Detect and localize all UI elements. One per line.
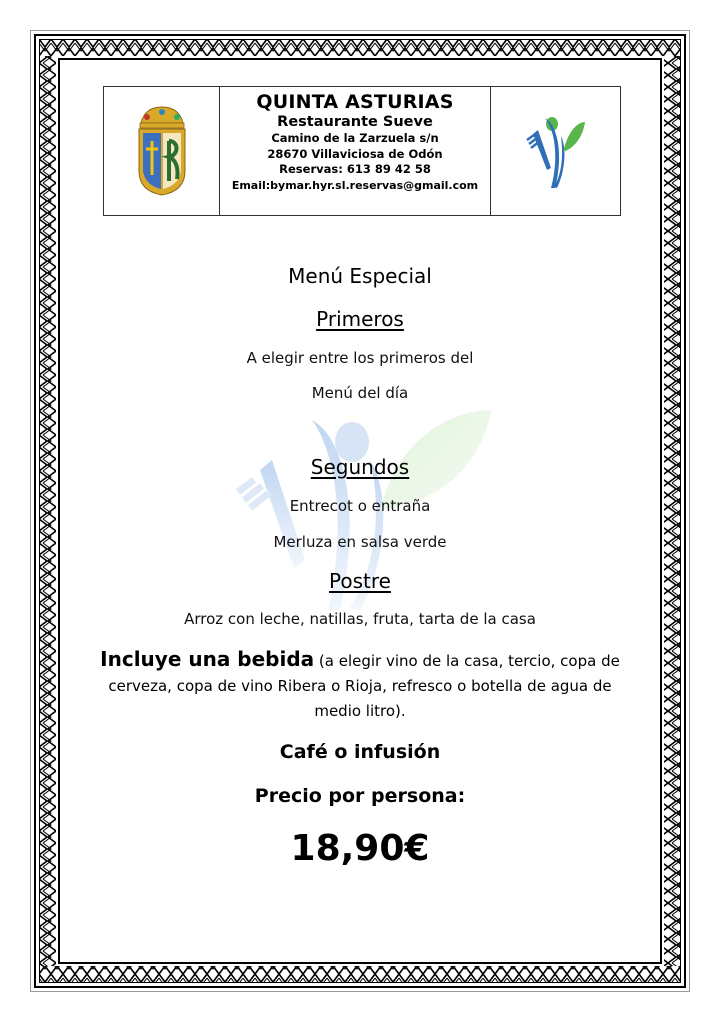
- primeros-line: Menú del día: [311, 384, 409, 402]
- menu-title: Menú Especial: [288, 264, 432, 288]
- postre-line: Arroz con leche, natillas, fruta, tarta de la casa: [184, 610, 536, 628]
- bebida-paragraph: [60, 647, 660, 724]
- segundos-line: Merluza en salsa verde: [273, 533, 447, 551]
- business-name: QUINTA ASTURIAS: [256, 91, 454, 113]
- bebida-detail: (a elegir vino de la casa, tercio, copa de cerveza, copa de vino Ribera o Rioja, refresco o botella de agua de medio litro).: [108, 652, 620, 720]
- restaurant-name: Restaurante Sueve: [277, 114, 433, 130]
- phone-line: Reservas: 613 89 42 58: [279, 162, 431, 176]
- price-value: 18,90€: [290, 828, 430, 869]
- menu-content: [60, 0, 660, 1024]
- segundos-line: Entrecot o entraña: [289, 497, 431, 515]
- price-label: Precio por persona:: [254, 785, 466, 807]
- primeros-line: A elegir entre los primeros del: [246, 349, 474, 367]
- bebida-highlight: Incluye una bebida: [100, 647, 315, 671]
- address-line: Camino de la Zarzuela s/n: [271, 131, 439, 145]
- section-heading-segundos: Segundos: [310, 455, 410, 479]
- section-heading-primeros: Primeros: [316, 307, 404, 331]
- section-heading-postre: Postre: [329, 569, 391, 593]
- cafe-line: Café o infusión: [279, 741, 441, 763]
- email-line: Email:bymar.hyr.sl.reservas@gmail.com: [231, 178, 479, 192]
- city-line: 28670 Villaviciosa de Odón: [267, 146, 443, 161]
